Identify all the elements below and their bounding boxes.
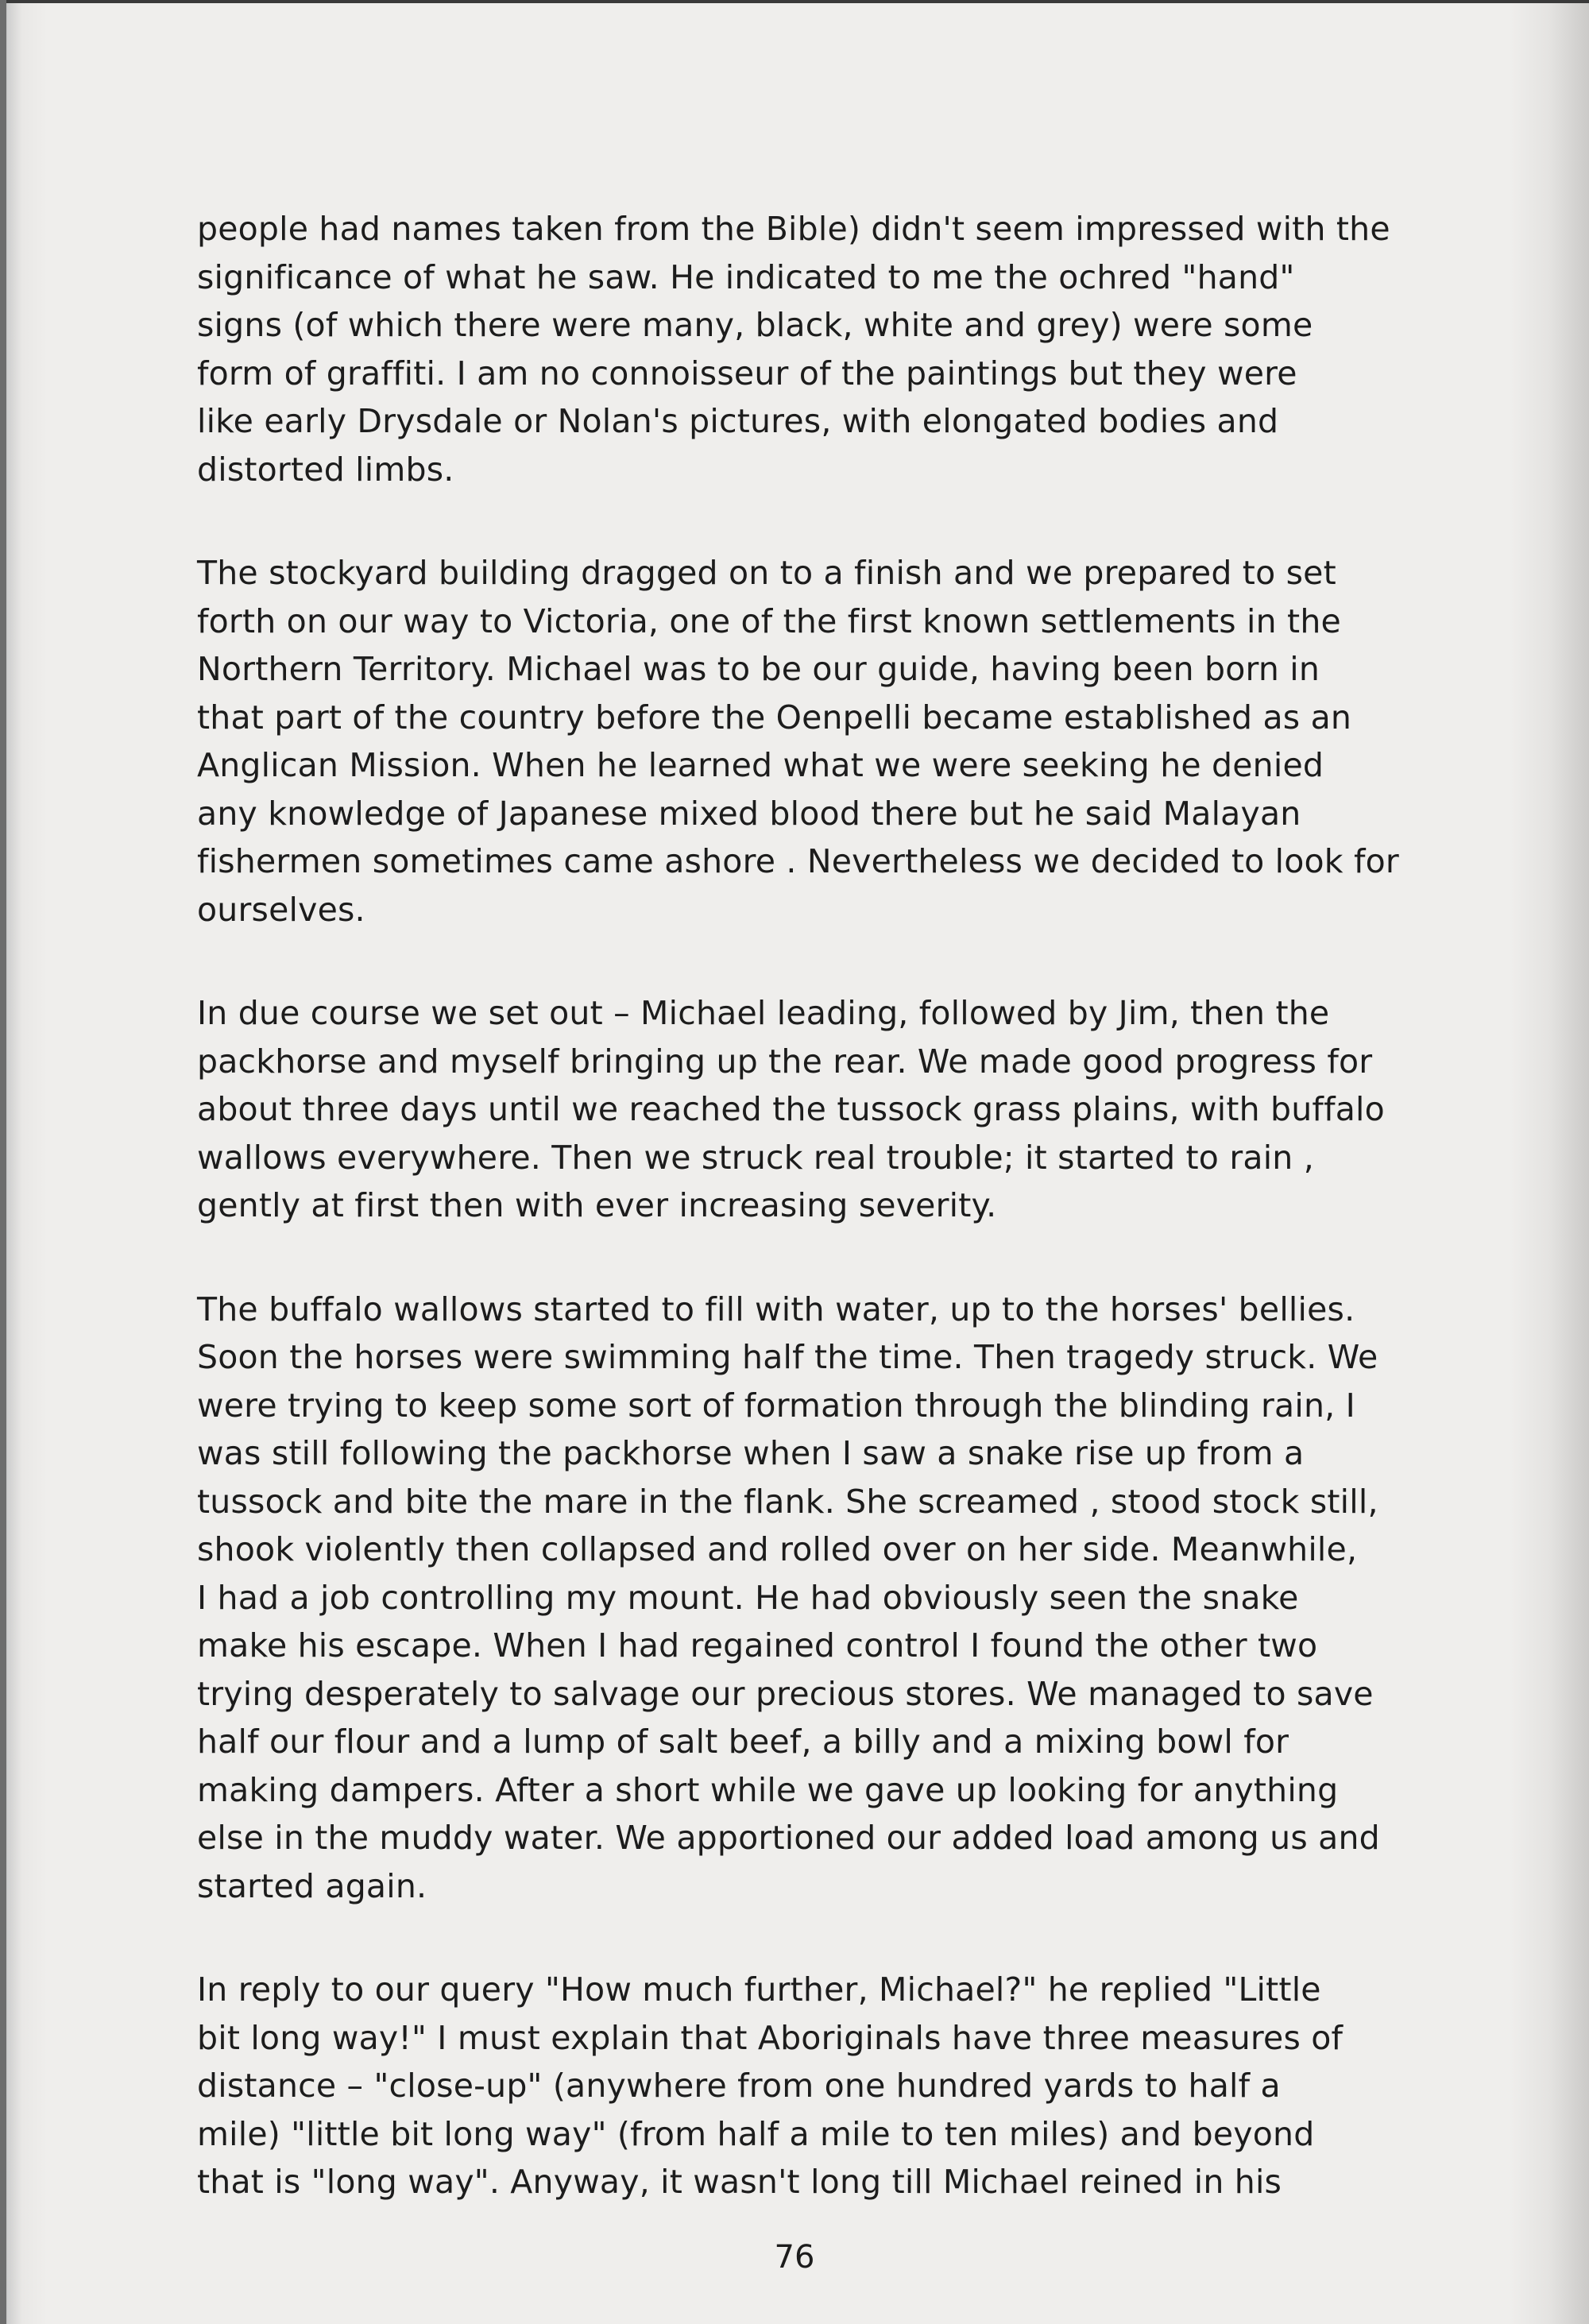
text-line: Soon the horses were swimming half the time. Then tragedy struck. We xyxy=(197,1338,1378,1376)
text-line: gently at first then with ever increasing severity. xyxy=(197,1186,997,1224)
paragraph xyxy=(197,989,1460,1230)
text-line: The stockyard building dragged on to a finish and we prepared to set xyxy=(197,554,1336,592)
text-line: else in the muddy water. We apportioned our added load among us and xyxy=(197,1819,1380,1857)
page-top-edge xyxy=(0,0,1589,3)
text-line: bit long way!" I must explain that Aboriginals have three measures of xyxy=(197,2018,1343,2057)
text-line: that is "long way". Anyway, it wasn't long till Michael reined in his xyxy=(197,2163,1282,2201)
text-line: The buffalo wallows started to fill with water, up to the horses' bellies. xyxy=(197,1290,1355,1328)
paragraph xyxy=(197,1966,1460,2206)
text-line: started again. xyxy=(197,1866,427,1905)
text-line: make his escape. When I had regained control I found the other two xyxy=(197,1626,1318,1665)
text-line: mile) "little bit long way" (from half a mile to ten miles) and beyond xyxy=(197,2114,1315,2153)
text-line: about three days until we reached the tussock grass plains, with buffalo xyxy=(197,1090,1385,1128)
text-line: fishermen sometimes came ashore . Nevertheless we decided to look for xyxy=(197,842,1399,880)
text-line: signs (of which there were many, black, white and grey) were some xyxy=(197,306,1313,344)
body-text xyxy=(197,205,1460,2262)
text-line: Northern Territory. Michael was to be our guide, having been born in xyxy=(197,650,1320,688)
text-line: distorted limbs. xyxy=(197,450,454,489)
text-line: significance of what he saw. He indicated to me the ochred "hand" xyxy=(197,257,1295,296)
text-line: making dampers. After a short while we gave up looking for anything xyxy=(197,1770,1339,1809)
text-line: packhorse and myself bringing up the rear. We made good progress for xyxy=(197,1042,1373,1081)
text-line: were trying to keep some sort of formation through the blinding rain, I xyxy=(197,1386,1355,1425)
text-line: distance – "close-up" (anywhere from one hundred yards to half a xyxy=(197,2067,1281,2105)
text-line: forth on our way to Victoria, one of the first known settlements in the xyxy=(197,601,1341,640)
text-line: form of graffiti. I am no connoisseur of the paintings but they were xyxy=(197,354,1297,392)
text-line: ourselves. xyxy=(197,890,365,929)
text-line: people had names taken from the Bible) didn't seem impressed with the xyxy=(197,210,1390,248)
text-line: any knowledge of Japanese mixed blood there but he said Malayan xyxy=(197,794,1301,833)
text-line: In reply to our query "How much further, Michael?" he replied "Little xyxy=(197,1970,1321,2009)
text-line: was still following the packhorse when I saw a snake rise up from a xyxy=(197,1434,1305,1472)
text-line: trying desperately to salvage our precious stores. We managed to save xyxy=(197,1674,1374,1713)
text-line: tussock and bite the mare in the flank. She screamed , stood stock still, xyxy=(197,1482,1378,1521)
paragraph xyxy=(197,205,1460,493)
text-line: that part of the country before the Oenpelli became established as an xyxy=(197,698,1352,737)
paragraph xyxy=(197,549,1460,934)
text-line: Anglican Mission. When he learned what we were seeking he denied xyxy=(197,746,1324,784)
text-line: like early Drysdale or Nolan's pictures, with elongated bodies and xyxy=(197,402,1279,440)
text-line: wallows everywhere. Then we struck real trouble; it started to rain , xyxy=(197,1138,1314,1177)
text-line: In due course we set out – Michael leading, followed by Jim, then the xyxy=(197,994,1330,1032)
paragraph xyxy=(197,1286,1460,1911)
page-number: 76 xyxy=(774,2239,815,2276)
text-line: shook violently then collapsed and rolled over on her side. Meanwhile, xyxy=(197,1530,1358,1568)
text-line: half our flour and a lump of salt beef, a billy and a mixing bowl for xyxy=(197,1723,1289,1761)
page-binding-edge xyxy=(0,0,6,2324)
text-line: I had a job controlling my mount. He had obviously seen the snake xyxy=(197,1578,1299,1617)
